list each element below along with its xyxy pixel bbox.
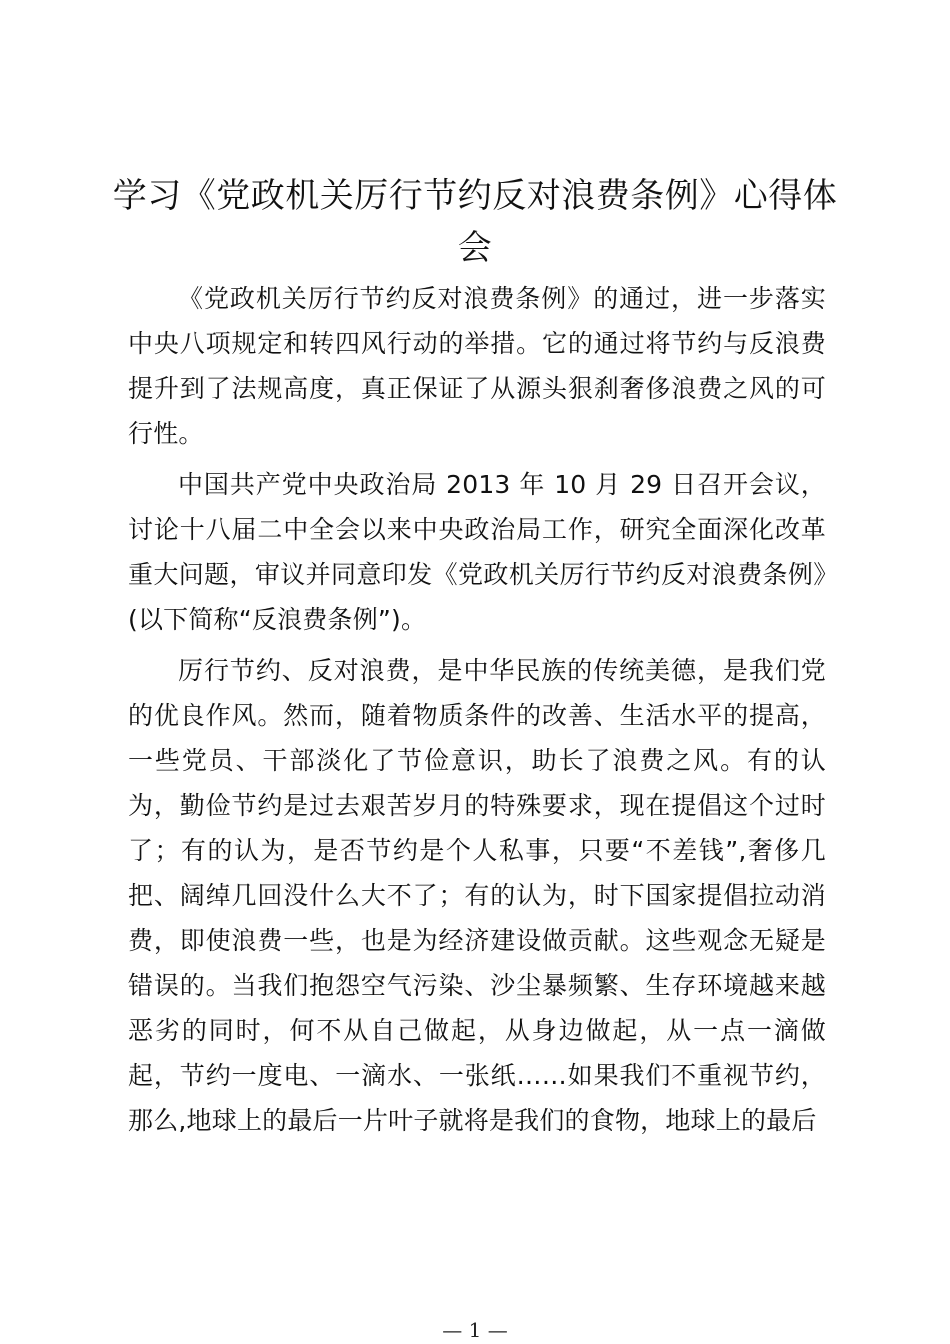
document-body <box>128 276 826 1149</box>
page-number: — 1 — <box>442 1318 508 1342</box>
document-title: 学习《党政机关厉行节约反对浪费条例》心得体会 <box>112 176 838 268</box>
paragraph-1: 《党政机关厉行节约反对浪费条例》的通过，进一步落实中央八项规定和转四风行动的举措。它的通过将节约与反浪费提升到了法规高度，真正保证了从源头狠刹奢侈浪费之风的可行性。 <box>128 284 826 448</box>
paragraph-2: 中国共产党中央政治局 2013 年 10 月 29 日召开会议，讨论十八届二中全会以来中央政治局工作，研究全面深化改革重大问题，审议并同意印发《党政机关厉行节约反对浪费条例》(以下简称“反浪费条例”)。 <box>128 470 826 634</box>
paragraph-3: 厉行节约、反对浪费，是中华民族的传统美德，是我们党的优良作风。然而，随着物质条件的改善、生活水平的提高，一些党员、干部淡化了节俭意识，助长了浪费之风。有的认为，勤俭节约是过去艰苦岁月的特殊要求，现在提倡这个过时了；有的认为，是否节约是个人私事，只要“不差钱”,奢侈几把、阔绰几回没什么大不了；有的认为，时下国家提倡拉动消费，即使浪费一些，也是为经济建设做贡献。这些观念无疑是错误的。当我们抱怨空气污染、沙尘暴频繁、生存环境越来越恶劣的同时，何不从自己做起，从身边做起，从一点一滴做起，节约一度电、一滴水、一张纸……如果我们不重视节约，那么,地球上的最后一片叶子就将是我们的食物，地球上的最后 <box>128 656 826 1135</box>
